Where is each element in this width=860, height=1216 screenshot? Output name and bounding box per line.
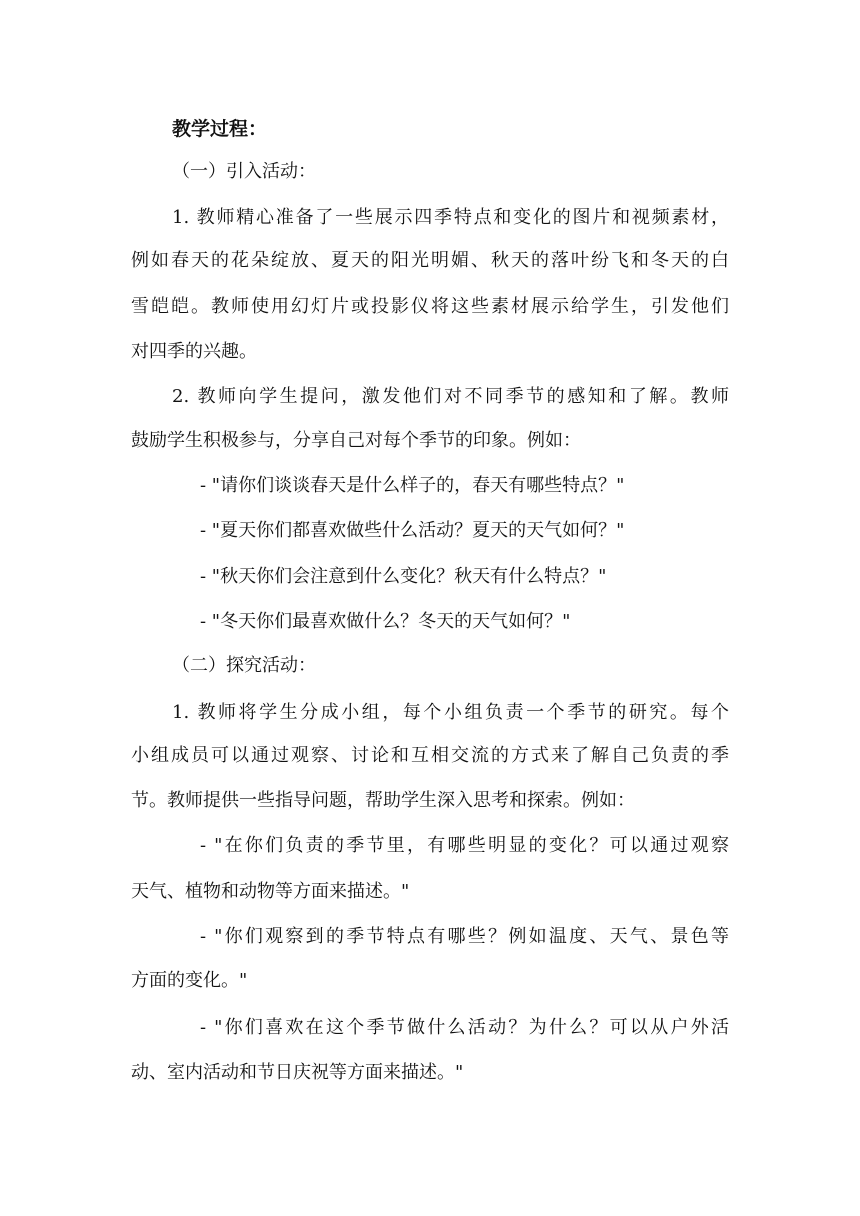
prompt-line: 方面的变化。"	[131, 970, 248, 991]
question-item: - "夏天你们都喜欢做些什么活动？夏天的天气如何？"	[200, 520, 625, 541]
paragraph-line: 1. 教师精心准备了一些展示四季特点和变化的图片和视频素材，	[172, 207, 729, 228]
prompt-line: - "你们喜欢在这个季节做什么活动？为什么？可以从户外活	[200, 1017, 729, 1038]
prompt-line: - "在你们负责的季节里，有哪些明显的变化？可以通过观察	[200, 835, 729, 856]
prompt-line: - "你们观察到的季节特点有哪些？例如温度、天气、景色等	[200, 926, 729, 947]
paragraph-line: 例如春天的花朵绽放、夏天的阳光明媚、秋天的落叶纷飞和冬天的白	[131, 250, 729, 271]
paragraph-line: 对四季的兴趣。	[131, 341, 257, 362]
prompt-line: 动、室内活动和节日庆祝等方面来描述。"	[131, 1062, 464, 1083]
section-title-intro: （一）引入活动：	[172, 161, 316, 182]
paragraph-line: 1. 教师将学生分成小组，每个小组负责一个季节的研究。每个	[172, 702, 729, 723]
paragraph-line: 节。教师提供一些指导问题，帮助学生深入思考和探索。例如：	[131, 790, 635, 811]
section-title-explore: （二）探究活动：	[172, 655, 316, 676]
question-item: - "请你们谈谈春天是什么样子的，春天有哪些特点？"	[200, 475, 625, 496]
question-item: - "冬天你们最喜欢做什么？冬天的天气如何？"	[200, 611, 571, 632]
paragraph-line: 鼓励学生积极参与，分享自己对每个季节的印象。例如：	[131, 430, 581, 451]
question-item: - "秋天你们会注意到什么变化？秋天有什么特点？"	[200, 566, 607, 587]
paragraph-line: 2. 教师向学生提问，激发他们对不同季节的感知和了解。教师	[172, 386, 729, 407]
prompt-line: 天气、植物和动物等方面来描述。"	[131, 881, 410, 902]
paragraph-line: 小组成员可以通过观察、讨论和互相交流的方式来了解自己负责的季	[131, 745, 729, 766]
paragraph-line: 雪皑皑。教师使用幻灯片或投影仪将这些素材展示给学生，引发他们	[131, 296, 729, 317]
page-heading: 教学过程：	[172, 118, 268, 140]
